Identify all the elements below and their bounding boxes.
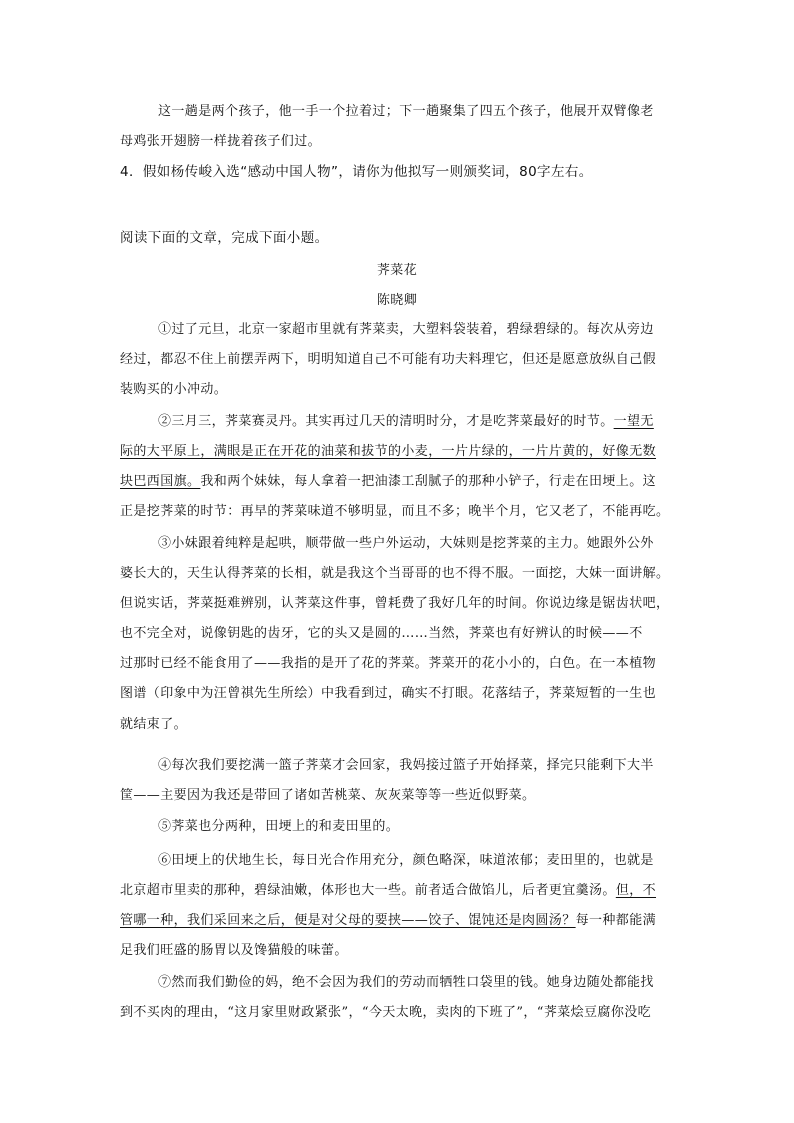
article-line (158, 413, 654, 431)
underlined-text: 块巴西国旗。 (120, 474, 201, 489)
article-line: 婆长大的，天生认得荠菜的长相，就是我这个当哥哥的也不得不服。一面挖，大妹一面讲解。 (120, 566, 670, 581)
article-text: 我和两个妹妹，每人拿着一把油漆工刮腻子的那种小铲子，行走在田埂上。这 (200, 474, 657, 489)
top-passage-line-2: 母鸡张开翅膀一样拢着孩子们过。 (120, 134, 322, 149)
article-line: 到不买肉的理由，“这月家里财政紧张”，“今天太晚，卖肉的下班了”，“荠菜烩豆腐你没吃 (120, 1005, 652, 1020)
question-4: 4．假如杨传峻入选“感动中国人物”，请你为他拟写一则颁奖词，80字左右。 (120, 164, 593, 180)
article-text: ②三月三，荠菜赛灵丹。其实再过几天的清明时分，才是吃荠菜最好的时节。 (158, 414, 614, 429)
article-text: 北京超市里卖的那种，碧绿油嫩，体形也大一些。前者适合做馅儿，后者更宜羹汤。 (120, 883, 616, 898)
article-line: ⑥田埂上的伏地生长，每日光合作用充分，颜色略深，味道浓郁；麦田里的，也就是 (158, 853, 654, 868)
article-line: 经过，都忍不住上前摆弄两下，明明知道自己不可能有功夫料理它，但还是愿意放纵自己假 (120, 352, 657, 367)
article-line: 正是挖荠菜的时节：再早的荠菜味道不够明显，而且不多；晚半个月，它又老了，不能再吃。 (120, 504, 670, 519)
article-title: 荠菜花 (376, 263, 418, 278)
article-line: 但说实话，荠菜挺难辨别，认荠菜这件事，曾耗费了我好几年的时间。你说边缘是锯齿状吧， (120, 596, 670, 611)
underlined-text: 一望无 (613, 414, 654, 429)
article-line: 过那时已经不能食用了——我指的是开了花的荠菜。荠菜开的花小小的，白色。在一本植物 (120, 656, 657, 671)
underlined-text: 管哪一种，我们采回来之后，便是对父母的要挟——饺子、馄饨还是肉圆汤？ (120, 913, 576, 928)
article-line: 图谱（印象中为汪曾祺先生所绘）中我看到过，确实不打眼。花落结子，荠菜短暂的一生也 (120, 686, 657, 701)
article-author: 陈晓卿 (376, 293, 418, 308)
article-line (120, 882, 656, 900)
article-line: 筐——主要因为我还是带回了诸如苦桃菜、灰灰菜等等一些近似野菜。 (120, 788, 536, 803)
article-line: ⑦然而我们勤俭的妈，绝不会因为我们的劳动而牺牲口袋里的钱。她身边随处都能找 (158, 975, 654, 990)
article-line: 就结束了。 (120, 717, 188, 732)
underlined-text: 但，不 (615, 883, 657, 898)
article-line: 装购买的小冲动。 (120, 382, 228, 397)
underlined-line: 际的大平原上，满眼是正在开花的油菜和拔节的小麦，一片片绿的，一片片黄的，好像无数 (120, 444, 657, 459)
article-line: ③小妹跟着纯粹是起哄，顺带做一些户外运动，大妹则是挖荠菜的主力。她跟外公外 (158, 536, 654, 551)
article-text: 每一种都能满 (575, 913, 657, 928)
article-line: ①过了元旦，北京一家超市里就有荠菜卖，大塑料袋装着，碧绿碧绿的。每次从旁边 (158, 322, 654, 337)
article-line: ④每次我们要挖满一篮子荠菜才会回家，我妈接过篮子开始择菜，择完只能剩下大半 (158, 758, 654, 773)
top-passage-line-1: 这一趟是两个孩子，他一手一个拉着过；下一趟聚集了四五个孩子，他展开双臂像老 (158, 104, 654, 119)
article-line (120, 912, 656, 930)
article-line: ⑤荠菜也分两种，田埂上的和麦田里的。 (158, 819, 400, 834)
article-line: 也不完全对，说像钥匙的齿牙，它的头又是圆的……当然，荠菜也有好辨认的时候——不 (120, 626, 643, 641)
reading-instruction: 阅读下面的文章，完成下面小题。 (120, 230, 329, 246)
article-line: 足我们旺盛的肠胃以及馋猫般的味蕾。 (120, 943, 348, 958)
article-line (120, 473, 656, 491)
